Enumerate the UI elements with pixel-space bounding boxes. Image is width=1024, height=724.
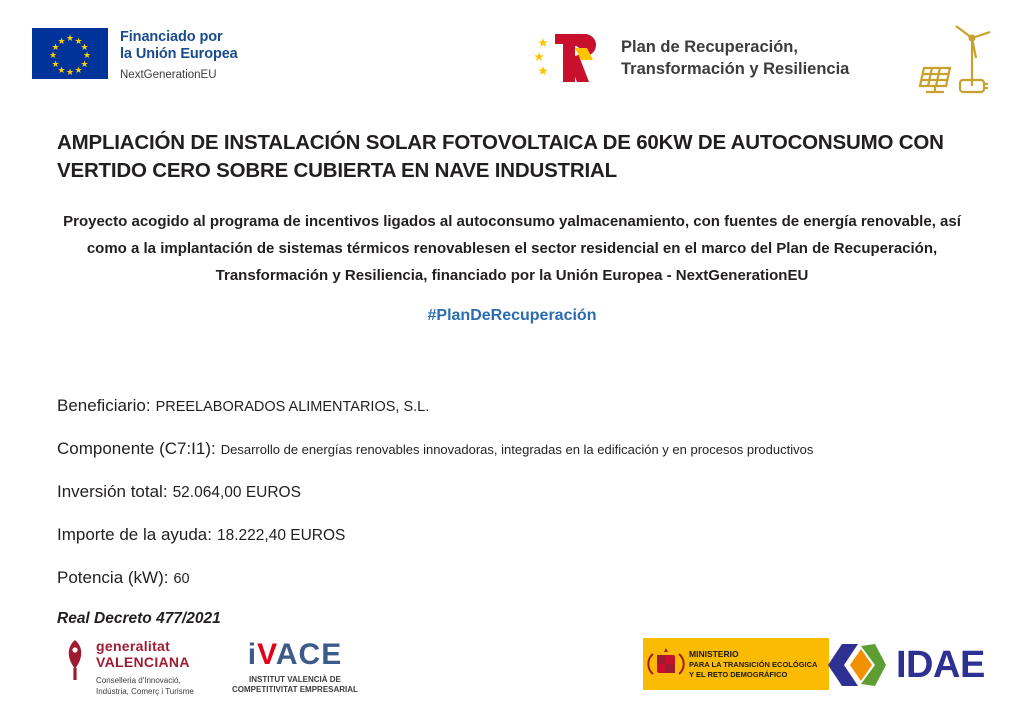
prtr-text bbox=[621, 36, 849, 80]
ministerio-line-1: MINISTERIO bbox=[689, 648, 739, 659]
prtr-logo-icon bbox=[535, 30, 607, 86]
detail-row-componente bbox=[57, 438, 977, 461]
ivace-letter-i: i bbox=[247, 638, 258, 671]
detail-label: Beneficiario: bbox=[57, 396, 151, 415]
eu-line-1: Financiado por bbox=[120, 29, 223, 45]
ivace-logo bbox=[232, 638, 358, 695]
ivace-letter-v: V bbox=[257, 638, 276, 671]
gva-line-3: Conselleria d'Innovació, bbox=[96, 676, 181, 685]
eu-line-2: la Unión Europea bbox=[120, 46, 238, 62]
detail-label: Componente (C7:I1): bbox=[57, 439, 216, 458]
project-description bbox=[57, 208, 967, 289]
detail-row-importe-ayuda bbox=[57, 524, 977, 547]
generalitat-valenciana-logo bbox=[62, 638, 194, 697]
prtr-line-1: Plan de Recuperación, bbox=[621, 38, 798, 56]
ministerio-text bbox=[689, 638, 829, 690]
detail-value: 52.064,00 EUROS bbox=[172, 484, 301, 501]
idae-diamond-icon bbox=[828, 636, 886, 694]
detail-value: Desarrollo de energías renovables innovadoras, integradas en la edificación y en procesos productivos bbox=[220, 442, 814, 457]
detail-value: PREELABORADOS ALIMENTARIOS, S.L. bbox=[155, 399, 430, 415]
gva-line-2: VALENCIANA bbox=[96, 654, 190, 670]
prtr-line-2: Transformación y Resiliencia bbox=[621, 60, 850, 78]
generalitat-crest-icon bbox=[62, 638, 88, 682]
generalitat-text bbox=[96, 638, 194, 697]
ivace-subtitle-2: COMPETITIVITAT EMPRESARIAL bbox=[232, 685, 358, 694]
header-banner bbox=[0, 0, 1024, 112]
project-description-body: acogido al programa de incentivos ligados al autoconsumo yalmacenamiento, con fuentes de energía renovable, así como a la implantación de sistemas térmicos renovablesen el sector residencial en el marco del Plan de Recuperación, Transformación y Resiliencia, financiado por la Unión Europea - NextGenerationEU bbox=[86, 213, 961, 284]
legal-decree: Real Decreto 477/2021 bbox=[57, 610, 221, 627]
detail-label: Potencia (kW): bbox=[57, 568, 169, 587]
detail-value: 60 bbox=[173, 571, 190, 587]
page-title: AMPLIACIÓN DE INSTALACIÓN SOLAR FOTOVOLTAICA DE 60KW DE AUTOCONSUMO CON VERTIDO CERO SOBRE CUBIERTA EN NAVE INDUSTRIAL bbox=[57, 131, 944, 182]
footer-logos bbox=[0, 630, 1024, 724]
eu-flag-icon: ★ ★ ★ ★ ★ ★ ★ ★ ★ ★ ★ ★ bbox=[32, 28, 108, 79]
project-description-lead: Proyecto bbox=[63, 213, 128, 230]
gva-line-1: generalitat bbox=[96, 638, 171, 654]
detail-label: Importe de la ayuda: bbox=[57, 525, 212, 544]
spain-coat-of-arms-icon bbox=[643, 638, 689, 690]
eu-line-3: NextGenerationEU bbox=[120, 69, 217, 81]
detail-row-beneficiario bbox=[57, 395, 977, 418]
detail-row-inversion-total bbox=[57, 481, 977, 504]
detail-label: Inversión total: bbox=[57, 482, 168, 501]
ivace-wordmark bbox=[248, 638, 342, 672]
idae-wordmark: IDAE bbox=[896, 644, 985, 686]
ministerio-line-3: Y EL RETO DEMOGRÁFICO bbox=[689, 669, 788, 679]
ministerio-line-2: PARA LA TRANSICIÓN ECOLÓGICA bbox=[689, 659, 818, 669]
ivace-letters-ace: ACE bbox=[275, 638, 343, 671]
ivace-subtitle-1: INSTITUT VALENCIÀ DE bbox=[249, 675, 341, 684]
ministerio-logo bbox=[643, 638, 829, 690]
wind-turbine-solar-panel-icon bbox=[916, 24, 998, 96]
eu-funding-text bbox=[120, 28, 238, 83]
detail-row-potencia bbox=[57, 567, 977, 590]
hashtag: #PlanDeRecuperación bbox=[427, 307, 597, 324]
detail-value: 18.222,40 EUROS bbox=[216, 527, 346, 544]
eu-funding-logo bbox=[32, 28, 238, 83]
prtr-logo-block bbox=[535, 30, 849, 86]
gva-line-4: Indústria, Comerç i Turisme bbox=[96, 687, 194, 696]
idae-logo bbox=[828, 636, 985, 694]
project-details bbox=[57, 395, 977, 628]
